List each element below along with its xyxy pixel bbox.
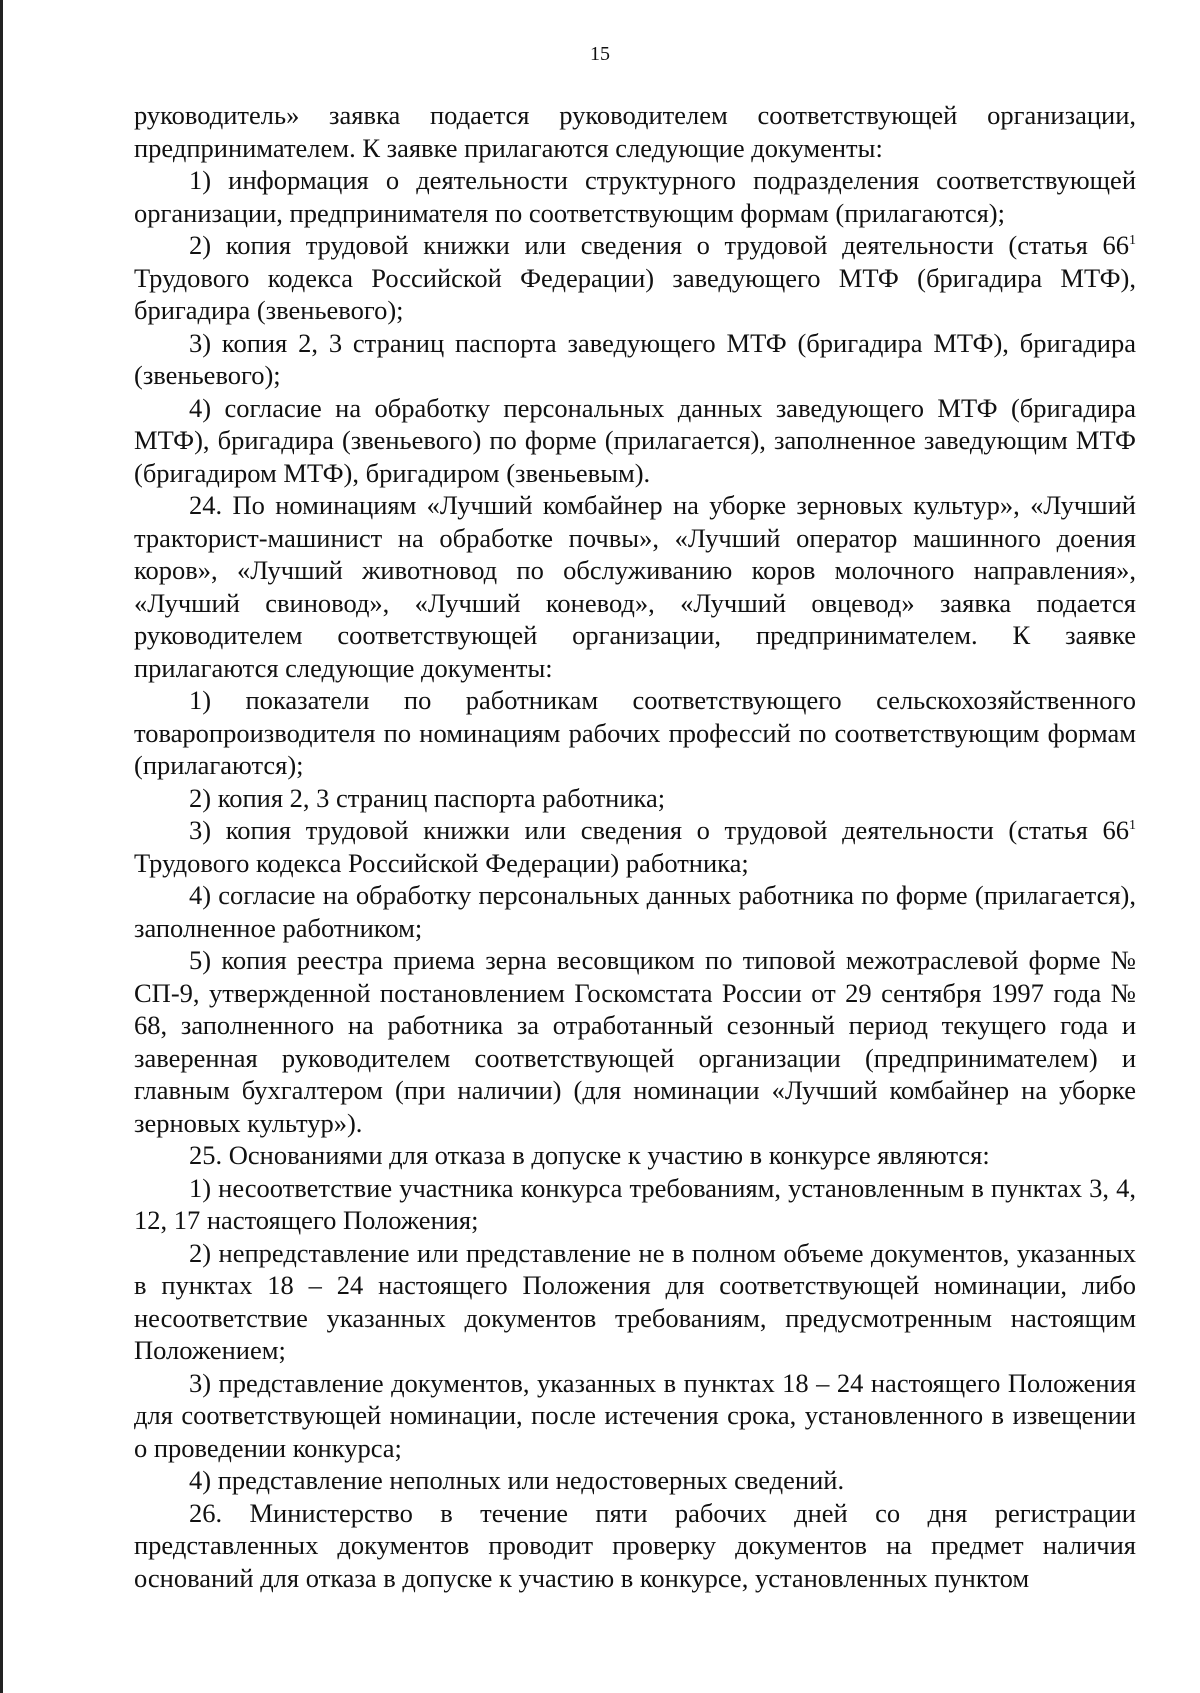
paragraph: 4) согласие на обработку персональных данных работника по форме (прилагается), заполненное работником; [134, 880, 1136, 943]
paragraph: 5) копия реестра приема зерна весовщиком по типовой межотраслевой форме № СП-9, утвержденной постановлением Госкомстата России от 29 сентября 1997 года № 68, заполненного на работника за отработанный сезонный период текущего года и заверенная руководителем соответствующей организации (предпринимателем) и главным бухгалтером (при наличии) (для номинации «Лучший комбайнер на уборке зерновых культур»). [134, 945, 1136, 1138]
paragraph-text: 3) копия трудовой книжки или сведения о трудовой деятельности (статья 66 [189, 815, 1129, 845]
paragraph: 25. Основаниями для отказа в допуске к участию в конкурсе являются: [189, 1140, 990, 1170]
scan-left-edge [0, 0, 3, 1693]
paragraph: 24. По номинациям «Лучший комбайнер на уборке зерновых культур», «Лучший тракторист-машинист на обработке почвы», «Лучший оператор машинного доения коров», «Лучший животновод по обслуживанию коров молочного направления», «Лучший свиновод», «Лучший коневод», «Лучший овцевод» заявка подается руководителем соответствующей организации, предпринимателем. К заявке прилагаются следующие документы: [134, 490, 1136, 683]
paragraph-text: Трудового кодекса Российской Федерации) работника; [134, 847, 749, 878]
superscript: 1 [1129, 818, 1136, 834]
paragraph: 3) копия 2, 3 страниц паспорта заведующего МТФ (бригадира МТФ), бригадира (звеньевого); [134, 327, 1136, 390]
paragraph: 3) представление документов, указанных в пунктах 18 – 24 настоящего Положения для соответствующей номинации, после истечения срока, установленного в извещении о проведении конкурса; [134, 1367, 1136, 1463]
paragraph [134, 229, 1136, 327]
paragraph: 4) согласие на обработку персональных данных заведующего МТФ (бригадира МТФ), бригадира (звеньевого) по форме (прилагается), заполненное заведующим МТФ (бригадиром МТФ), бригадиром (звеньевым). [134, 392, 1136, 488]
superscript: 1 [1129, 233, 1136, 249]
paragraph-text: 2) копия трудовой книжки или сведения о трудовой деятельности (статья 66 [189, 230, 1129, 260]
paragraph-text: Трудового кодекса Российской Федерации) заведующего МТФ (бригадира МТФ), бригадира (звеньевого); [134, 262, 1136, 325]
paragraph [134, 814, 1136, 879]
paragraph: руководитель» заявка подается руководителем соответствующей организации, предпринимателем. К заявке прилагаются следующие документы: [134, 100, 1136, 163]
paragraph: 2) непредставление или представление не в полном объеме документов, указанных в пунктах 18 – 24 настоящего Положения для соответствующей номинации, либо несоответствие указанных документов требованиям, предусмотренным настоящим Положением; [134, 1237, 1136, 1365]
paragraph: 26. Министерство в течение пяти рабочих дней со дня регистрации представленных документов проводит проверку документов на предмет наличия оснований для отказа в допуске к участию в конкурсе, установленных пунктом [134, 1497, 1136, 1593]
page-number: 15 [590, 43, 610, 65]
paragraph: 1) информация о деятельности структурного подразделения соответствующей организации, предпринимателя по соответствующим формам (прилагаются); [134, 165, 1136, 228]
document-body [134, 99, 1136, 1594]
paragraph: 4) представление неполных или недостоверных сведений. [189, 1465, 845, 1495]
paragraph: 2) копия 2, 3 страниц паспорта работника; [189, 782, 666, 813]
paragraph: 1) показатели по работникам соответствующего сельскохозяйственного товаропроизводителя по номинациям рабочих профессий по соответствующим формам (прилагаются); [134, 685, 1136, 780]
paragraph: 1) несоответствие участника конкурса требованиям, установленным в пунктах 3, 4, 12, 17 настоящего Положения; [134, 1172, 1136, 1235]
